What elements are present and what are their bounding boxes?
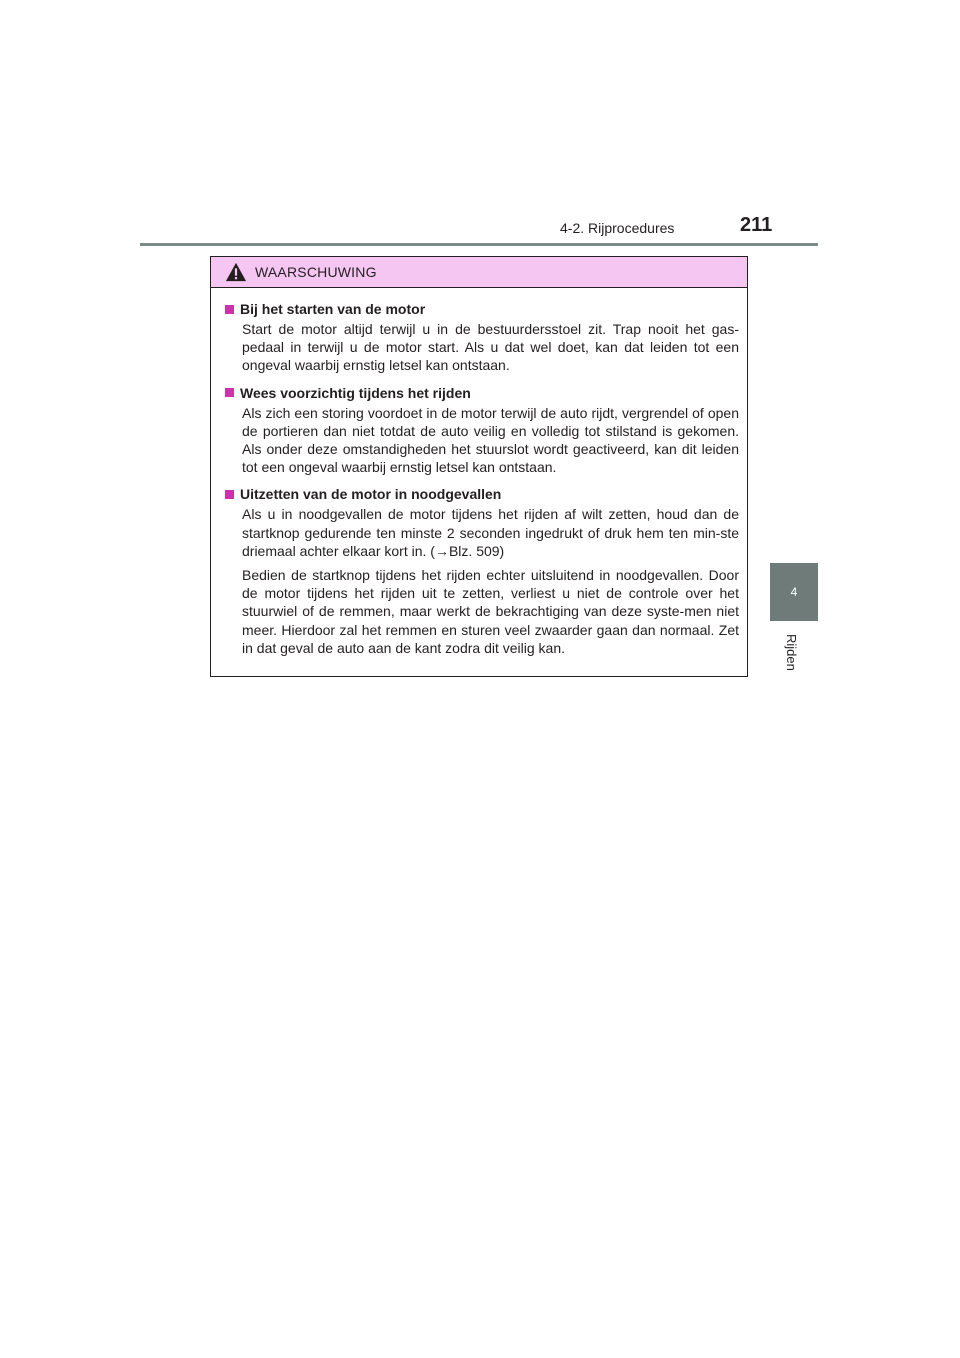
- chapter-label: Rijden: [784, 634, 799, 671]
- section-paragraph: Start de motor altijd terwijl u in de bestuurdersstoel zit. Trap nooit het gas-pedaal in terwijl u de motor start. Als u dat wel doet, kan dat leiden tot een ongeval waarbij ernstig letsel kan ontstaan.: [242, 321, 739, 374]
- section-heading-text: Uitzetten van de motor in noodgevallen: [240, 486, 502, 503]
- warning-triangle-icon: [225, 261, 247, 283]
- warning-title: WAARSCHUWING: [255, 264, 377, 280]
- warning-section: [225, 384, 739, 477]
- section-heading-text: Wees voorzichtig tijdens het rijden: [240, 384, 471, 401]
- warning-section: [225, 300, 739, 375]
- section-heading-text: Bij het starten van de motor: [240, 301, 426, 317]
- section-heading: [225, 384, 739, 402]
- square-bullet-icon: [225, 490, 234, 499]
- warning-header: [211, 257, 747, 288]
- square-bullet-icon: [225, 388, 234, 397]
- section-heading: [225, 485, 739, 503]
- warning-body: [211, 288, 747, 657]
- section-title: 4-2. Rijprocedures: [560, 220, 675, 236]
- square-bullet-icon: [225, 305, 234, 314]
- warning-section: [225, 485, 739, 657]
- page-number: 211: [740, 214, 773, 236]
- section-paragraph: Als u in noodgevallen de motor tijdens het rijden af wilt zetten, houd dan de startknop gedurende ten minste 2 seconden ingedrukt of druk hem ten min-ste driemaal achter elkaar kort in. (→Blz. 509): [242, 506, 739, 559]
- header-divider: [140, 243, 818, 246]
- chapter-number: 4: [790, 585, 798, 599]
- chapter-tab: [770, 563, 818, 621]
- section-heading: [225, 300, 739, 318]
- section-paragraph: Bedien de startknop tijdens het rijden echter uitsluitend in noodgevallen. Door de motor tijdens het rijden uit te zetten, verliest u niet de controle over het stuurwiel of de remmen, maar werkt de bekrachtiging van deze syste-men niet meer. Hierdoor zal het remmen en sturen veel zwaarder gaan dan normaal. Zet in dat geval de auto aan de kant zodra dit veilig kan.: [242, 567, 739, 656]
- warning-box: [210, 256, 748, 677]
- section-paragraph: Als zich een storing voordoet in de motor terwijl de auto rijdt, vergrendel of open de portieren dan niet totdat de auto veilig en volledig tot stilstand is gekomen. Als onder deze omstandigheden het stuurslot wordt geactiveerd, kan dit leiden tot een ongeval waarbij ernstig letsel kan ontstaan.: [242, 404, 739, 476]
- chapter-label-container: [770, 628, 818, 678]
